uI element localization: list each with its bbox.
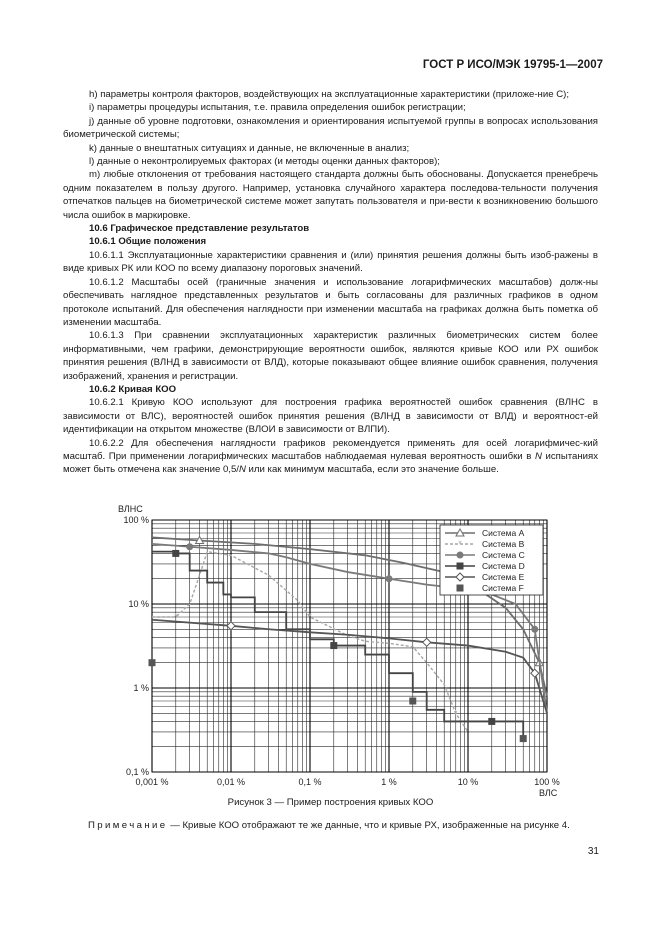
series-b-point: *: [308, 612, 312, 623]
series-b-point: *: [174, 612, 178, 623]
y-tick-label: 100 %: [123, 515, 149, 525]
y-tick-label: 1 %: [133, 683, 149, 693]
legend-item-b-label: Система B: [482, 539, 525, 549]
series-c-point: [531, 626, 538, 633]
y-tick-label: 10 %: [128, 599, 149, 609]
item-l: l) данные о неконтролируемых факторах (и методы оценки данных факторов);: [89, 156, 440, 168]
body-text: [63, 88, 598, 477]
roc-figure: [100, 498, 600, 803]
para-10-6-1-1: 10.6.1.1 Эксплуатационные характеристики сравнения и (или) принятия решения должны быть изоб-ражены в виде кривых РК или КОО по всему диапазону пороговых значений.: [63, 249, 598, 275]
series-d-point: [330, 642, 337, 649]
legend-item-b-marker: *: [458, 539, 462, 549]
item-i: i) параметры процедуры испытания, т.е. правила определения ошибок регистрации;: [89, 102, 466, 114]
subsection-10-6-1: 10.6.1 Общие положения: [89, 236, 207, 248]
x-tick-label: 10 %: [457, 777, 479, 787]
para-10-6-2-2: [63, 437, 598, 477]
legend-item-d-label: Система D: [482, 561, 525, 571]
document-header: ГОСТ Р ИСО/МЭК 19795-1—2007: [422, 59, 603, 71]
legend-item-e-label: Система E: [482, 572, 525, 582]
series-d-point: [488, 718, 495, 725]
figure-caption: Рисунок 3 — Пример построения кривых КОО: [227, 797, 434, 808]
item-m: m) любые отклонения от требования настоящего стандарта должны быть обоснованы. Допускается пренебречь одним показателем в пользу другого. Например, установка случайного характера последова-тельности получения отпечатков пальцев на биометрической системе может запутать пользователя и при-вести к возникновению большого числа ошибок в маркировке.: [63, 169, 598, 221]
series-b-point: *: [454, 708, 458, 719]
series-c-point: [186, 543, 193, 550]
para-10-6-2-1: 10.6.2.1 Кривую КОО используют для построения графика вероятностей ошибок сравнения (ВЛНС в зависимости от ВЛС), вероятностей ошибок принятия решения (ВЛНД в зависимости от ВЛД) и вероятност-ей идентификации на открытом множестве (ВЛОИ в зависимости от ВЛПИ).: [63, 397, 598, 436]
series-f-point: [409, 698, 416, 705]
series-f-point: [520, 735, 527, 742]
section-title: 10.6 Графическое представление результатов: [89, 223, 310, 235]
item-h: h) параметры контроля факторов, воздействующих на эксплуатационные характеристики (приложе-ние С);: [89, 89, 569, 100]
roc-chart: [100, 498, 600, 803]
x-tick-label: 0,01 %: [216, 777, 246, 787]
item-k: k) данные о внештатных ситуациях и данные, не включенные в анализ;: [89, 142, 410, 154]
variable-n: N: [238, 464, 246, 476]
page-number: 31: [587, 846, 599, 857]
y-axis-label: ВЛНС: [118, 504, 143, 514]
y-tick-label: 0,1 %: [125, 767, 149, 777]
x-tick-label: 0,001 %: [135, 777, 169, 787]
legend-item-f-marker: [457, 585, 464, 592]
legend-item-c-label: Система C: [482, 550, 525, 560]
legend-item-f-label: Система F: [482, 583, 524, 593]
series-d-point: [172, 550, 179, 557]
variable-n: N: [534, 450, 542, 462]
note-label: Примечание: [88, 820, 168, 831]
subsection-10-6-2: 10.6.2 Кривая КОО: [89, 383, 177, 395]
legend-item-c-marker: [457, 552, 464, 559]
note-text: — Кривые КОО отображают те же данные, что и кривые РХ, изображенные на рисунке 4.: [167, 820, 570, 831]
para-10-6-1-2: 10.6.1.2 Масштабы осей (граничные значения и использование логарифмических масштабов) долж-ны обеспечивать наглядное представленных результатов и быть согласованы для различных графиков в одном протоколе испытаний. Для обеспечения наглядности при изменении масштаба на графиках должна быть пометка об изменении масштаба.: [63, 276, 598, 328]
para-10-6-1-3: 10.6.1.3 При сравнении эксплуатационных характеристик различных биометрических систем более информативными, чем графики, демонстрирующие вероятности ошибок, являются кривые КОО или РХ ошибок принятия решения (ВЛНД в зависимости от ВЛД), которые показывают общее влияние ошибок сравнения, получения изображений, хранения и регистрации.: [63, 330, 598, 382]
x-tick-label: 100 %: [534, 777, 560, 787]
note: [88, 820, 570, 831]
x-axis-label: ВЛС: [539, 788, 558, 798]
x-tick-label: 1 %: [381, 777, 397, 787]
item-j: j) данные об уровне подготовки, ознакомления и ориентирования испытуемой группы в вопросах использования биометрической системы;: [63, 115, 598, 141]
legend: [440, 525, 543, 595]
para-10-6-2-2-part-a: 10.6.2.2 Для обеспечения наглядности графиков рекомендуется применять для осей логарифмичес-кий масштаб. При применении логарифмических масштабов наблюдаемая нулевая вероятность ошибки в: [63, 437, 598, 462]
series-f-point: [149, 659, 156, 666]
series-c-point: [386, 575, 393, 582]
para-10-6-2-2-part-c: или как минимум масштаба, если это значение больше.: [245, 464, 499, 476]
legend-item-a-label: Система A: [482, 528, 525, 538]
para-10-6-2-2-part-b: испытаниях может быть отмечена как значение 0,5/: [63, 450, 598, 476]
x-tick-label: 0,1 %: [298, 777, 322, 787]
legend-item-d-marker: [457, 563, 464, 570]
